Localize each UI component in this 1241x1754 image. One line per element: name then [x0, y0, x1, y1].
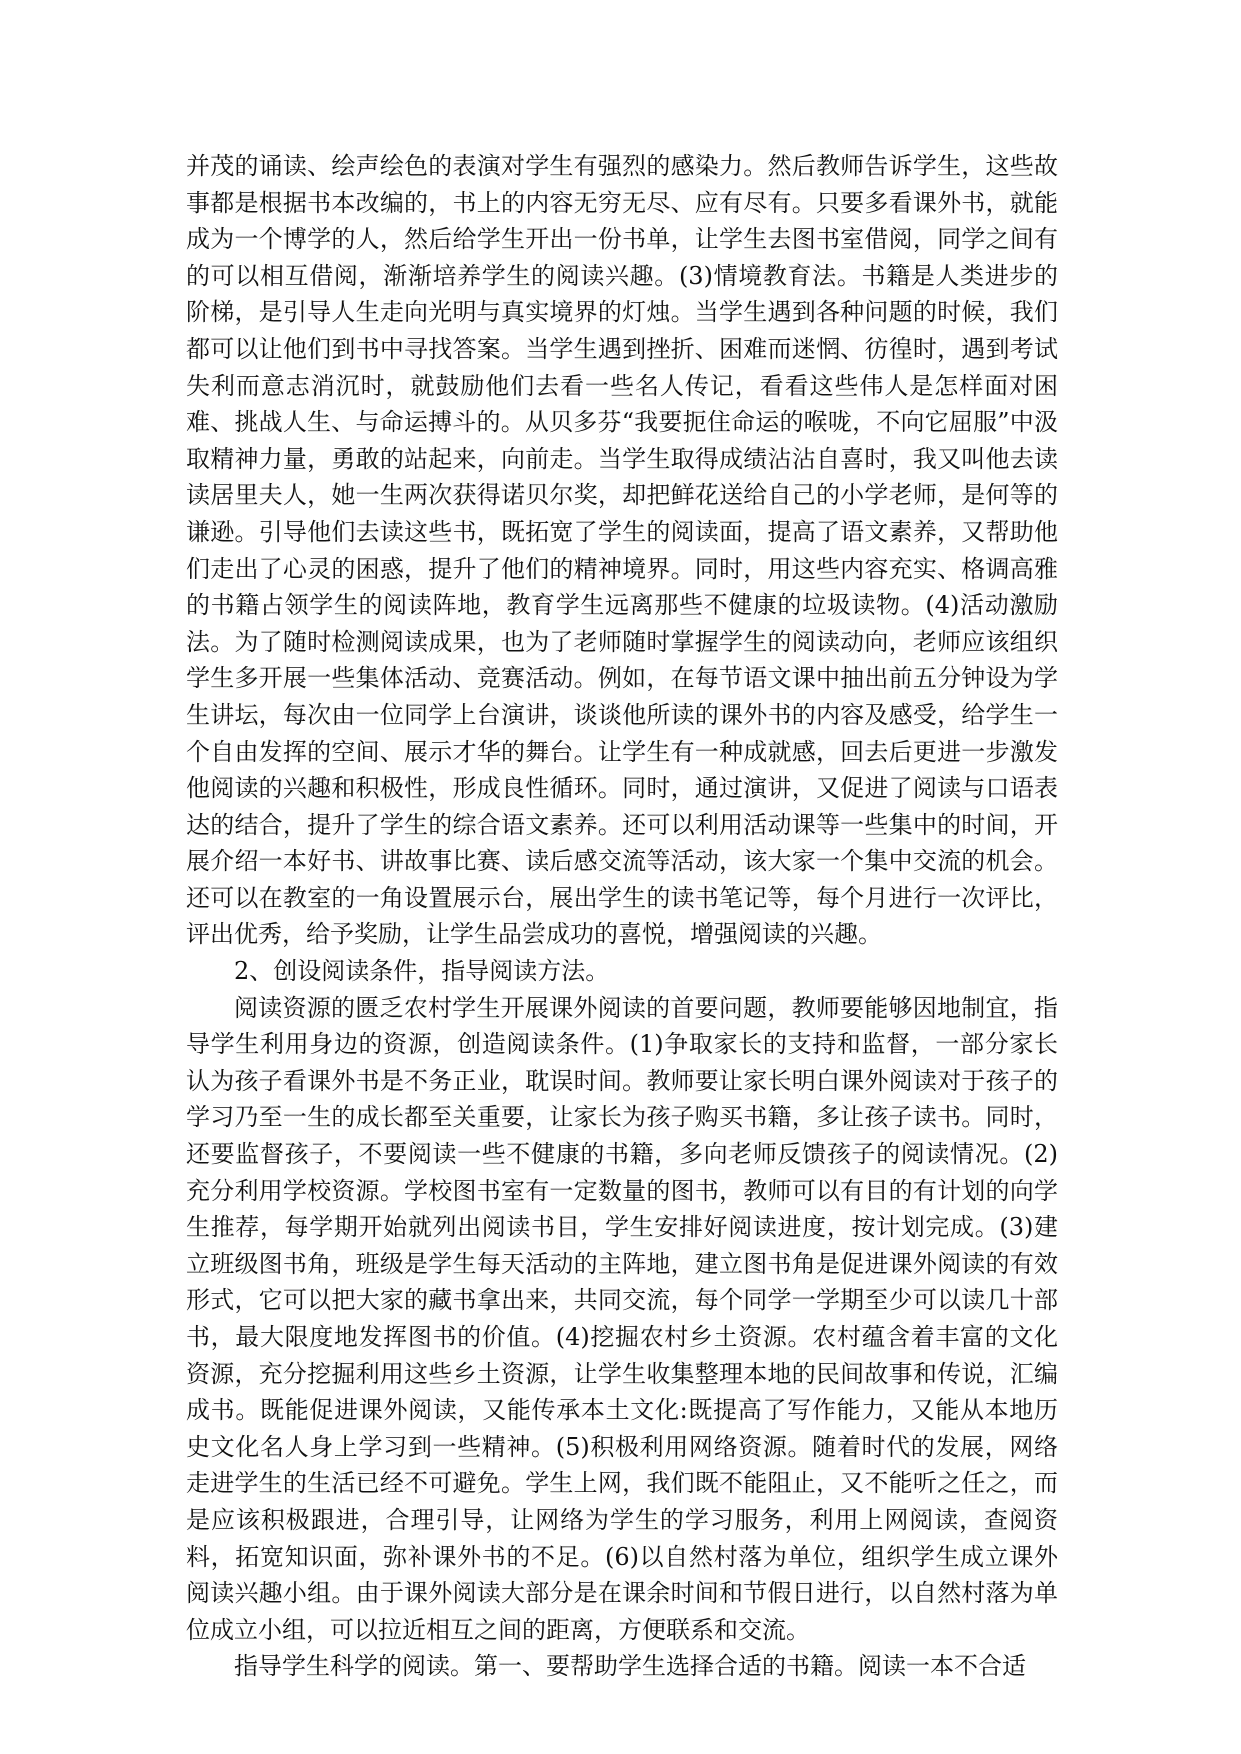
paragraph-reading-resources: 阅读资源的匮乏农村学生开展课外阅读的首要问题，教师要能够因地制宜，指导学生利用身边的资源，创造阅读条件。(1)争取家长的支持和监督，一部分家长认为孩子看课外书是不务正业，耽误时间。教师要让家长明白课外阅读对于孩子的学习乃至一生的成长都至关重要，让家长为孩子购买书籍，多让孩子读书。同时，还要监督孩子，不要阅读一些不健康的书籍，多向老师反馈孩子的阅读情况。(2)充分利用学校资源。学校图书室有一定数量的图书，教师可以有目的有计划的向学生推荐，每学期开始就列出阅读书目，学生安排好阅读进度，按计划完成。(3)建立班级图书角，班级是学生每天活动的主阵地，建立图书角是促进课外阅读的有效形式，它可以把大家的藏书拿出来，共同交流，每个同学一学期至少可以读几十部书，最大限度地发挥图书的价值。(4)挖掘农村乡土资源。农村蕴含着丰富的文化资源，充分挖掘利用这些乡土资源，让学生收集整理本地的民间故事和传说，汇编成书。既能促进课外阅读，又能传承本土文化:既提高了写作能力，又能从本地历史文化名人身上学习到一些精神。(5)积极利用网络资源。随着时代的发展，网络走进学生的生活已经不可避免。学生上网，我们既不能阻止，又不能听之任之，而是应该积极跟进，合理引导，让网络为学生的学习服务，利用上网阅读，查阅资料，拓宽知识面，弥补课外书的不足。(6)以自然村落为单位，组织学生成立课外阅读兴趣小组。由于课外阅读大部分是在课余时间和节假日进行，以自然村落为单位成立小组，可以拉近相互之间的距离，方便联系和交流。	[186, 993, 1058, 1644]
document-page	[186, 148, 1058, 1685]
section-heading-reading-conditions: 2、创设阅读条件，指导阅读方法。	[234, 957, 610, 986]
paragraph-reading-methods: 并茂的诵读、绘声绘色的表演对学生有强烈的感染力。然后教师告诉学生，这些故事都是根据书本改编的，书上的内容无穷无尽、应有尽有。只要多看课外书，就能成为一个博学的人，然后给学生开出一份书单，让学生去图书室借阅，同学之间有的可以相互借阅，渐渐培养学生的阅读兴趣。(3)情境教育法。书籍是人类进步的阶梯，是引导人生走向光明与真实境界的灯烛。当学生遇到各种问题的时候，我们都可以让他们到书中寻找答案。当学生遇到挫折、困难而迷惘、彷徨时，遇到考试失利而意志消沉时，就鼓励他们去看一些名人传记，看看这些伟人是怎样面对困难、挑战人生、与命运搏斗的。从贝多芬“我要扼住命运的喉咙，不向它屈服”中汲取精神力量，勇敢的站起来，向前走。当学生取得成绩沾沾自喜时，我又叫他去读读居里夫人，她一生两次获得诺贝尔奖，却把鲜花送给自己的小学老师，是何等的谦逊。引导他们去读这些书，既拓宽了学生的阅读面，提高了语文素养，又帮助他们走出了心灵的困惑，提升了他们的精神境界。同时，用这些内容充实、格调高雅的书籍占领学生的阅读阵地，教育学生远离那些不健康的垃圾读物。(4)活动激励法。为了随时检测阅读成果，也为了老师随时掌握学生的阅读动向，老师应该组织学生多开展一些集体活动、竞赛活动。例如，在每节语文课中抽出前五分钟设为学生讲坛，每次由一位同学上台演讲，谈谈他所读的课外书的内容及感受，给学生一个自由发挥的空间、展示才华的舞台。让学生有一种成就感，回去后更进一步激发他阅读的兴趣和积极性，形成良性循环。同时，通过演讲，又促进了阅读与口语表达的结合，提升了学生的综合语文素养。还可以利用活动课等一些集中的时间，开展介绍一本好书、讲故事比赛、读后感交流等活动，该大家一个集中交流的机会。还可以在教室的一角设置展示台，展出学生的读书笔记等，每个月进行一次评比，评出优秀，给予奖励，让学生品尝成功的喜悦，增强阅读的兴趣。	[186, 152, 1058, 949]
paragraph-scientific-reading: 指导学生科学的阅读。第一、要帮助学生选择合适的书籍。阅读一本不合适	[234, 1652, 1026, 1681]
